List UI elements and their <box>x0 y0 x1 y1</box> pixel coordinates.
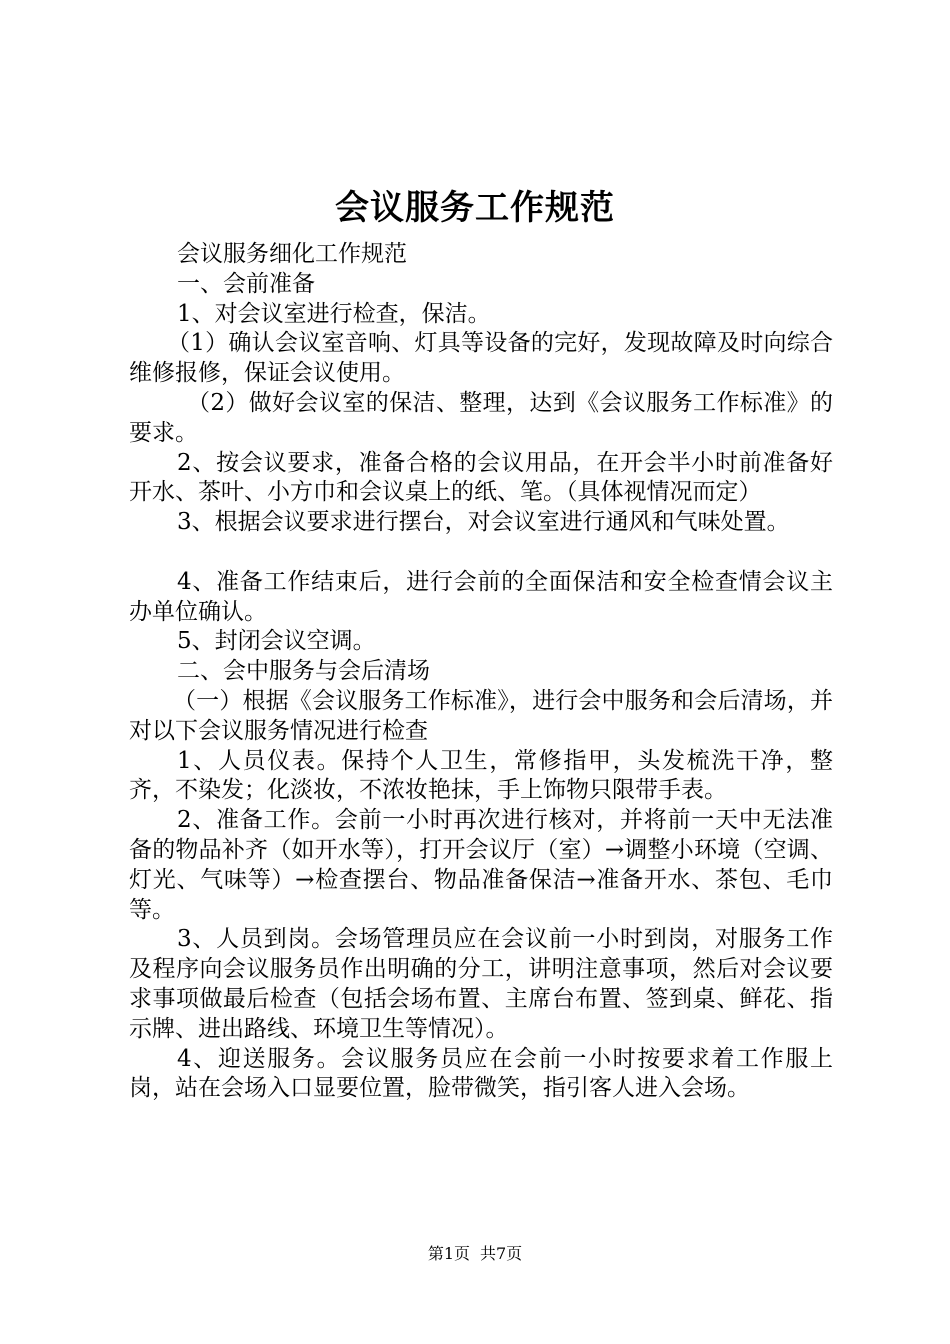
paragraph: 5、封闭会议空调。 <box>177 628 376 655</box>
paragraph: 4、准备工作结束后，进行会前的全面保洁和安全检查情会议主办单位确认。 <box>129 568 833 625</box>
blank-line <box>129 538 833 568</box>
paragraph: 会议服务细化工作规范 <box>177 241 407 267</box>
document-title: 会议服务工作规范 <box>335 188 615 228</box>
page-footer <box>0 1242 950 1266</box>
page-number: 第1页 <box>427 1244 470 1263</box>
paragraph: 3、人员到岗。会场管理员应在会议前一小时到岗，对服务工作及程序向会议服务员作出明确的分工，讲明注意事项，然后对会议要求事项做最后检查（包括会场布置、主席台布置、签到桌、鲜花、指示牌、进出路线、环境卫生等情况）。 <box>129 926 833 1042</box>
section-heading: 二、会中服务与会后清场 <box>177 658 430 685</box>
paragraph: （一）根据《会议服务工作标准》，进行会中服务和会后清场，并对以下会议服务情况进行检查 <box>129 687 833 744</box>
paragraph: （1）确认会议室音响、灯具等设备的完好，发现故障及时向综合维修报修，保证会议使用。 <box>129 330 833 387</box>
paragraph: 4、迎送服务。会议服务员应在会前一小时按要求着工作服上岗，站在会场入口显要位置，脸带微笑，指引客人进入会场。 <box>129 1045 833 1102</box>
section-heading: 一、会前准备 <box>177 270 315 297</box>
paragraph: （2）做好会议室的保洁、整理，达到《会议服务工作标准》的要求。 <box>129 389 833 446</box>
paragraph: 1、人员仪表。保持个人卫生，常修指甲，头发梳洗干净，整齐，不染发；化淡妆，不浓妆艳抹，手上饰物只限带手表。 <box>129 747 833 804</box>
page-total: 共7页 <box>480 1244 523 1263</box>
paragraph: 1、对会议室进行检查，保洁。 <box>177 300 491 327</box>
paragraph: 3、根据会议要求进行摆台，对会议室进行通风和气味处置。 <box>177 509 790 536</box>
paragraph: 2、按会议要求，准备合格的会议用品，在开会半小时前准备好开水、茶叶、小方巾和会议桌上的纸、笔。（具体视情况而定） <box>129 449 833 506</box>
document-body <box>129 240 833 1104</box>
paragraph: 2、准备工作。会前一小时再次进行核对，并将前一天中无法准备的物品补齐（如开水等），打开会议厅（室）→调整小环境（空调、灯光、气味等）→检查摆台、物品准备保洁→准备开水、茶包、毛巾等。 <box>129 807 833 923</box>
